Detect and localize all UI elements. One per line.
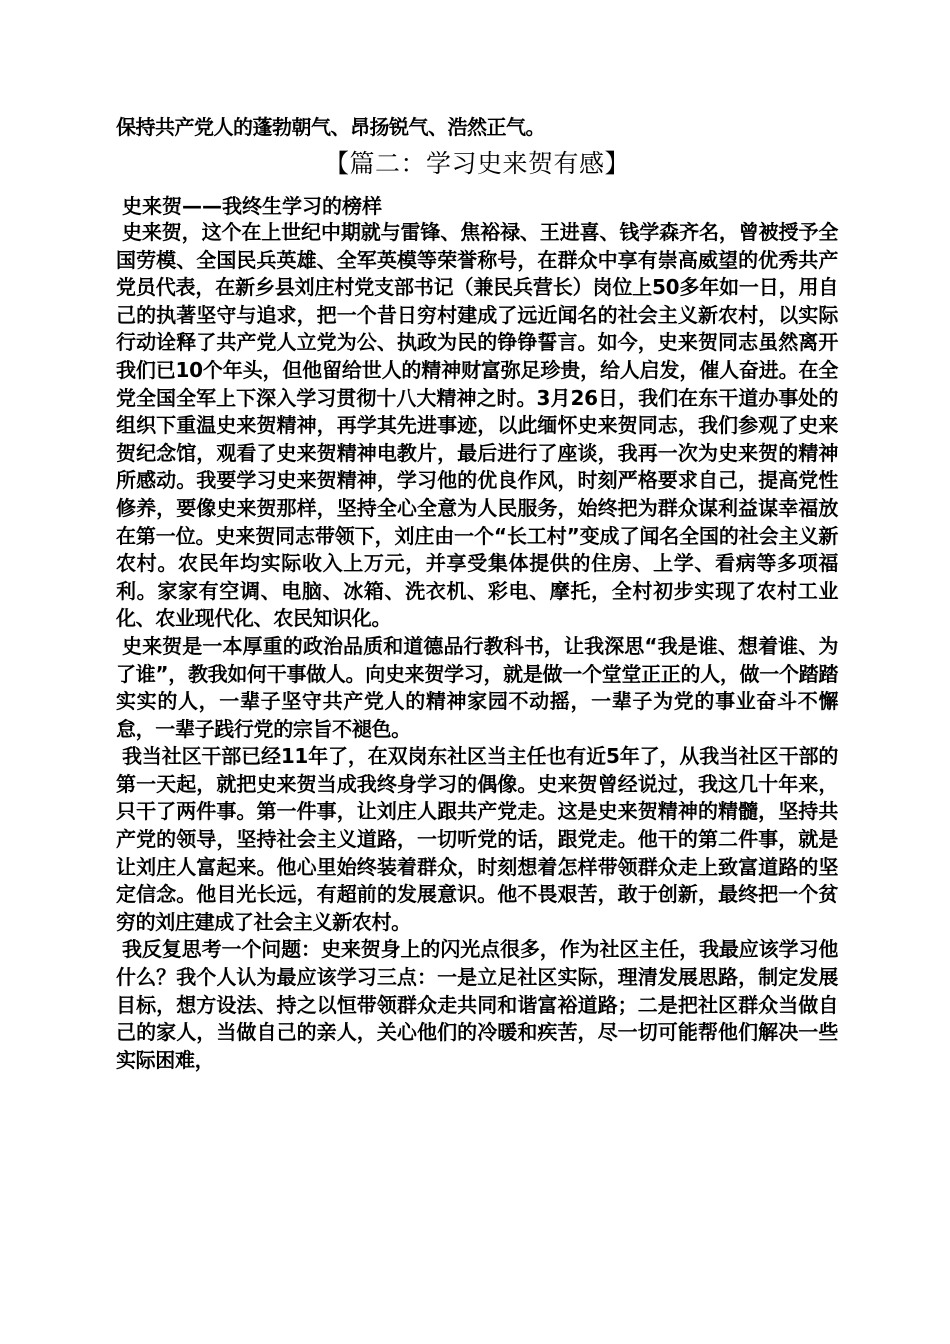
- paragraph-intro: 史来贺，这个在上世纪中期就与雷锋、焦裕禄、王进喜、钱学森齐名，曾被授予全国劳模、全国民兵英雄、全军英模等荣誉称号，在群众中享有崇高威望的优秀共产党员代表，在新乡县刘庄村党支部书记（兼民兵营长）岗位上50多年如一日，用自己的执著坚守与追求，把一个昔日穷村建成了远近闻名的社会主义新农村，以实际行动诠释了共产党人立党为公、执政为民的铮铮誓言。如今，史来贺同志虽然离开我们已10个年头，但他留给世人的精神财富弥足珍贵，给人启发，催人奋进。在全党全国全军上下深入学习贯彻十八大精神之时。3月26日，我们在东干道办事处的组织下重温史来贺精神，再学其先进事迹，以此缅怀史来贺同志，我们参观了史来贺纪念馆，观看了史来贺精神电教片，最后进行了座谈，我再一次为史来贺的精神所感动。我要学习史来贺精神，学习他的优良作风，时刻严格要求自己，提高党性修养，要像史来贺那样，坚持全心全意为人民服务，始终把为群众谋利益谋幸福放在第一位。史来贺同志带领下，刘庄由一个“长工村”变成了闻名全国的社会主义新农村。农民年均实际收入上万元，并享受集体提供的住房、上学、看病等多项福利。家家有空调、电脑、冰箱、洗衣机、彩电、摩托，全村初步实现了农村工业化、农业现代化、农民知识化。: [116, 220, 838, 631]
- lead-line: 保持共产党人的蓬勃朝气、昂扬锐气、浩然正气。: [116, 115, 545, 139]
- paragraph-reflection: 史来贺是一本厚重的政治品质和道德品行教科书，让我深思“我是谁、想着谁、为了谁”，教我如何干事做人。向史来贺学习，就是做一个堂堂正正的人，做一个踏踏实实的人，一辈子坚守共产党人的精神家园不动摇，一辈子为党的事业奋斗不懈怠，一辈子践行党的宗旨不褪色。: [116, 633, 838, 741]
- article-title: 史来贺——我终生学习的榜样: [122, 194, 382, 218]
- paragraph-community-work: 我当社区干部已经11年了，在双岗东社区当主任也有近5年了，从我当社区干部的第一天起，就把史来贺当成我终身学习的偶像。史来贺曾经说过，我这几十年来，只干了两件事。第一件事，让刘庄人跟共产党走。这是史来贺精神的精髓，坚持共产党的领导，坚持社会主义道路，一切听党的话，跟党走。他干的第二件事，就是让刘庄人富起来。他心里始终装着群众，时刻想着怎样带领群众走上致富道路的坚定信念。他目光长远，有超前的发展意识。他不畏艰苦，敢于创新，最终把一个贫穷的刘庄建成了社会主义新农村。: [116, 744, 838, 934]
- paragraph-lessons: 我反复思考一个问题：史来贺身上的闪光点很多，作为社区主任，我最应该学习他什么？我个人认为最应该学习三点：一是立足社区实际，理清发展思路，制定发展目标，想方设法、持之以恒带领群众走共同和谐富裕道路；二是把社区群众当做自己的家人，当做自己的亲人，关心他们的冷暖和疾苦，尽一切可能帮他们解决一些实际困难，: [116, 937, 838, 1072]
- document-page: [116, 113, 838, 1074]
- section-title: 【篇二：学习史来贺有感】: [323, 149, 630, 178]
